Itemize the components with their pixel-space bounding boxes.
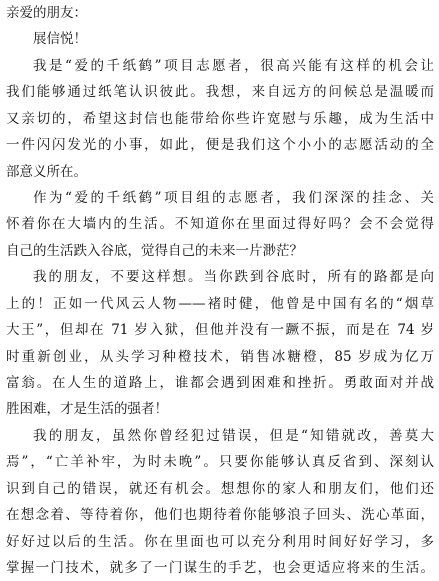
paragraph-2-line-2: 怀着你在大墙内的生活。不知道你在里面过得好吗？会不会觉得 — [6, 216, 434, 232]
paragraph-4-line-6: 掌握一门技术，就多了一门谋生的手艺，也会更适应将来的生活。 — [6, 560, 434, 576]
paragraph-4-line-4: 在想念着、等待着你，他们也期待着你能够浪子回头、洗心革面， — [6, 507, 434, 523]
paragraph-4-line-5: 好好过以后的生活。你在里面也可以充分利用时间好好学习，多 — [6, 534, 434, 550]
salutation: 展信悦！ — [33, 31, 87, 47]
paragraph-1-line-4: 一件闪闪发光的小事，如此，便是我们这个小小的志愿活动的全 — [6, 137, 434, 153]
paragraph-2-line-1: 作为“爱的千纸鹤”项目组的志愿者，我们深深的挂念、关 — [33, 190, 434, 206]
paragraph-4-line-1: 我的朋友，虽然你曾经犯过错误，但是“知错就改，善莫大 — [33, 428, 434, 444]
paragraph-3-line-1: 我的朋友，不要这样想。当你跌到谷底时，所有的路都是向 — [33, 269, 434, 285]
paragraph-1-line-2: 我们能够通过纸笔认识彼此。我想，来自远方的问候总是温暖而 — [6, 84, 434, 100]
paragraph-3-line-3: 大王”，但却在 71 岁入狱，但他并没有一蹶不振，而是在 74 岁 — [6, 322, 434, 338]
paragraph-3-line-4: 时重新创业，从头学习种橙技术，销售冰糖橙，85 岁成为亿万 — [6, 349, 434, 365]
paragraph-2-line-3: 自己的生活跌入谷底，觉得自己的未来一片渺茫？ — [6, 243, 303, 259]
paragraph-1-line-5: 部意义所在。 — [6, 164, 87, 180]
greeting: 亲爱的朋友： — [6, 5, 87, 21]
paragraph-1-line-3: 又亲切的，希望这封信也能带给你些许宽慰与乐趣，成为生活中 — [6, 111, 434, 127]
paragraph-3-line-2: 上的！正如一代风云人物——褚时健，他曾是中国有名的“烟草 — [6, 296, 434, 312]
paragraph-3-line-5: 富翁。在人生的道路上，谁都会遇到困难和挫折。勇敢面对并战 — [6, 375, 434, 391]
paragraph-4-line-2: 焉”，“亡羊补牢，为时未晚”。只要你能够认真反省到、深刻认 — [6, 454, 434, 470]
paragraph-1-line-1: 我是“爱的千纸鹤”项目志愿者，很高兴能有这样的机会让 — [33, 58, 434, 74]
paragraph-4-line-3: 识到自己的错误，就还有机会。想想你的家人和朋友们，他们还 — [6, 481, 434, 497]
paragraph-3-line-6: 胜困难，才是生活的强者！ — [6, 401, 168, 417]
